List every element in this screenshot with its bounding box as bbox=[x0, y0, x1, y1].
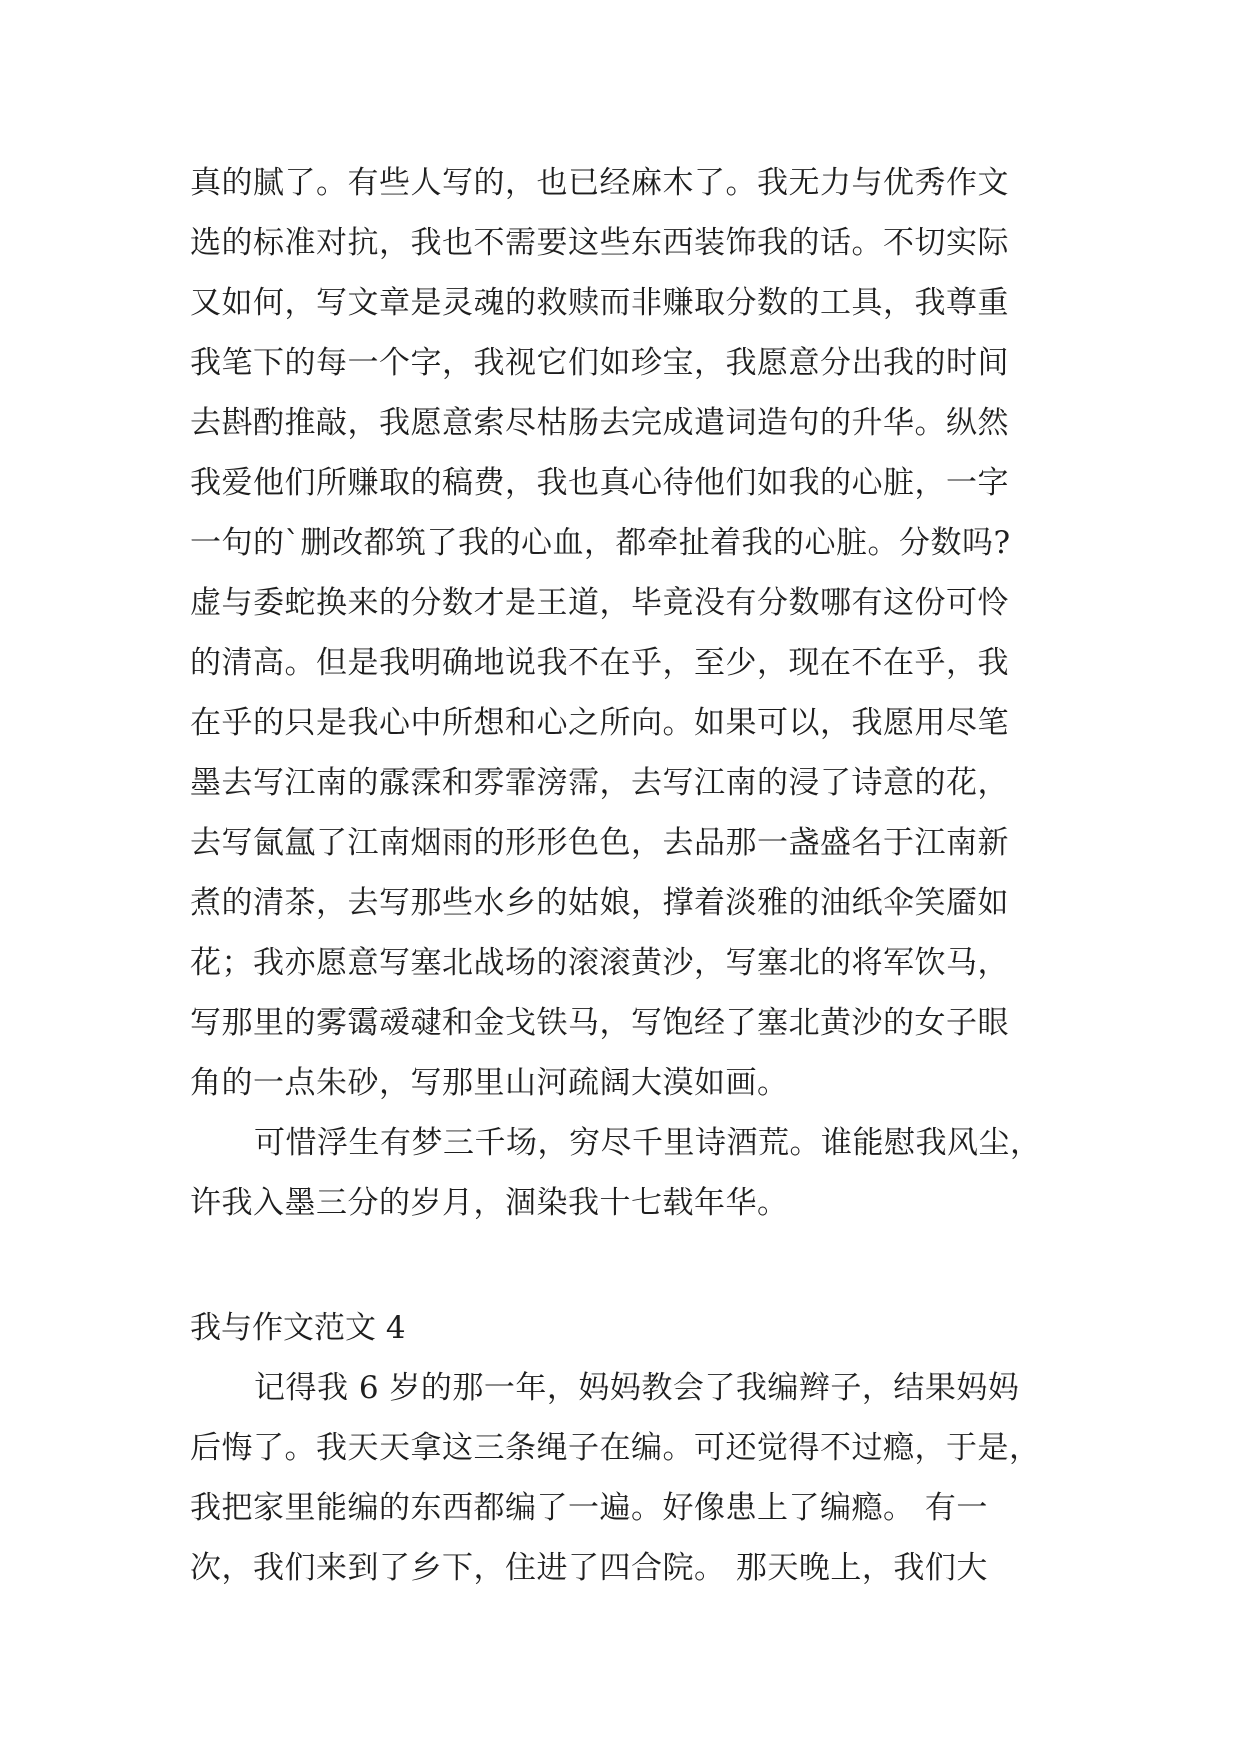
text-line: 一句的`删改都筑了我的心血，都牵扯着我的心脏。分数吗? bbox=[190, 525, 1011, 561]
text-line: 花；我亦愿意写塞北战场的滚滚黄沙，写塞北的将军饮马， bbox=[190, 945, 1009, 981]
text-line: 去写氤氲了江南烟雨的形形色色，去品那一盏盛名于江南新 bbox=[190, 825, 1009, 861]
text-line: 我把家里能编的东西都编了一遍。好像患上了编瘾。 有一 bbox=[190, 1490, 988, 1526]
text-line: 角的一点朱砂，写那里山河疏阔大漠如画。 bbox=[190, 1065, 789, 1101]
section-title: 我与作文范文 4 bbox=[190, 1310, 406, 1346]
text-line: 选的标准对抗，我也不需要这些东西装饰我的话。不切实际 bbox=[190, 225, 1009, 261]
text-line: 可惜浮生有梦三千场，穷尽千里诗酒荒。谁能慰我风尘， bbox=[254, 1125, 1042, 1161]
text-line: 我笔下的每一个字，我视它们如珍宝，我愿意分出我的时间 bbox=[190, 345, 1009, 381]
text-line: 墨去写江南的霡霂和雰霏滂霈，去写江南的浸了诗意的花， bbox=[190, 765, 1009, 801]
text-line: 写那里的雾霭叆叇和金戈铁马，写饱经了塞北黄沙的女子眼 bbox=[190, 1005, 1009, 1041]
text-line: 次，我们来到了乡下，住进了四合院。 那天晚上，我们大 bbox=[190, 1550, 988, 1586]
text-line: 去斟酌推敲，我愿意索尽枯肠去完成遣词造句的升华。纵然 bbox=[190, 405, 1009, 441]
text-line: 后悔了。我天天拿这三条绳子在编。可还觉得不过瘾，于是， bbox=[190, 1430, 1041, 1466]
paragraph-gap bbox=[190, 1233, 1070, 1298]
text-line: 又如何，写文章是灵魂的救赎而非赚取分数的工具，我尊重 bbox=[190, 285, 1009, 321]
text-line: 的清高。但是我明确地说我不在乎，至少，现在不在乎，我 bbox=[190, 645, 1009, 681]
text-line: 许我入墨三分的岁月，涸染我十七载年华。 bbox=[190, 1185, 789, 1221]
text-line: 在乎的只是我心中所想和心之所向。如果可以，我愿用尽笔 bbox=[190, 705, 1009, 741]
text-line: 煮的清茶，去写那些水乡的姑娘，撑着淡雅的油纸伞笑靥如 bbox=[190, 885, 1009, 921]
text-line: 真的腻了。有些人写的，也已经麻木了。我无力与优秀作文 bbox=[190, 165, 1009, 201]
document-body bbox=[190, 153, 1070, 1598]
text-line: 记得我 6 岁的那一年，妈妈教会了我编辫子，结果妈妈 bbox=[254, 1370, 1020, 1406]
text-line: 虚与委蛇换来的分数才是王道，毕竟没有分数哪有这份可怜 bbox=[190, 585, 1009, 621]
text-line: 我爱他们所赚取的稿费，我也真心待他们如我的心脏，一字 bbox=[190, 465, 1009, 501]
